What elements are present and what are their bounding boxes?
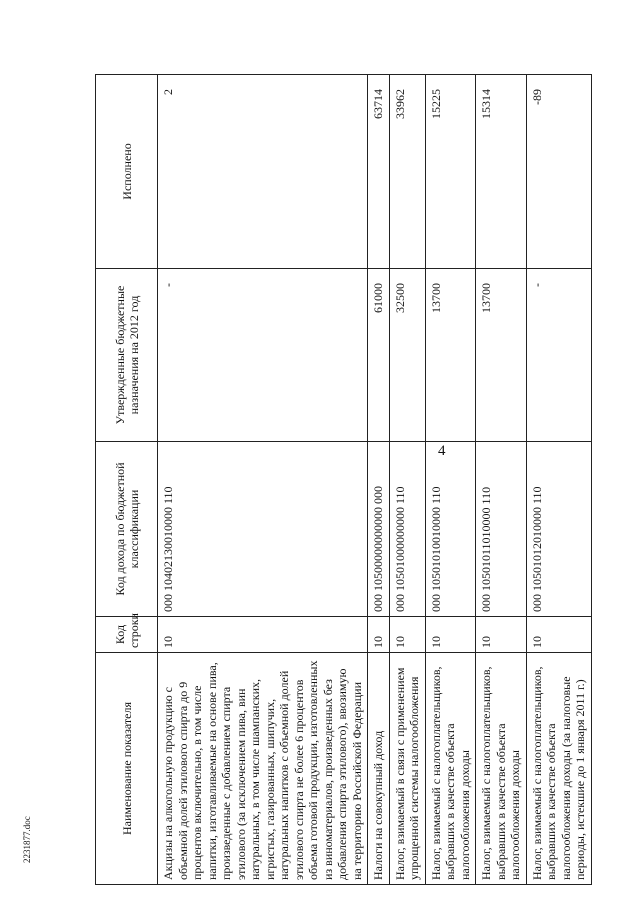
table-row (425, 75, 476, 885)
header-kbk: Код дохода по бюджетной классификации (96, 442, 158, 617)
header-plan: Утвержденные бюджетные назначения на 2012 год (96, 269, 158, 442)
cell-kbk: 000 10402130010000 110 (158, 442, 368, 617)
cell-kbk: 000 10500000000000 000 (368, 442, 390, 617)
cell-kbk: 000 10501011010000 110 (476, 442, 527, 617)
cell-done: 15225 (425, 75, 476, 269)
cell-done: 15314 (476, 75, 527, 269)
cell-done: 63714 (368, 75, 390, 269)
table-row (476, 75, 527, 885)
cell-code: 10 (389, 617, 425, 653)
table-row (389, 75, 425, 885)
cell-name: Налог, взимаемый в связи с применением упрощенной системы налогообложения (389, 653, 425, 885)
cell-kbk: 000 10501012010000 110 (526, 442, 591, 617)
cell-code: 10 (425, 617, 476, 653)
table-row (158, 75, 368, 885)
cell-done: 33962 (389, 75, 425, 269)
cell-kbk: 000 10501010010000 110 (425, 442, 476, 617)
cell-name: Налоги на совокупный доход (368, 653, 390, 885)
budget-table (95, 74, 592, 885)
table-row (526, 75, 591, 885)
footer-filename: 2231877.doc (22, 816, 32, 863)
cell-name: Налог, взимаемый с налогоплательщиков, выбравших в качестве объекта налогообложения доходы (за налоговые периоды, истекшие до 1 января 2011 г.) (526, 653, 591, 885)
table-row (368, 75, 390, 885)
cell-done: 2 (158, 75, 368, 269)
cell-code: 10 (476, 617, 527, 653)
cell-plan: - (158, 269, 368, 442)
cell-code: 10 (526, 617, 591, 653)
cell-plan: 61000 (368, 269, 390, 442)
table-header-row (96, 75, 158, 885)
cell-plan: - (526, 269, 591, 442)
cell-name: Налог, взимаемый с налогоплательщиков, выбравших в качестве объекта налогообложения доходы (476, 653, 527, 885)
cell-code: 10 (368, 617, 390, 653)
cell-name: Налог, взимаемый с налогоплательщиков, выбравших в качестве объекта налогообложения доходы (425, 653, 476, 885)
budget-table-container (95, 75, 587, 885)
cell-name: Акцизы на алкогольную продукцию с объемной долей этилового спирта до 9 процентов включительно, в том числе напитки, изготавливаемые на основе пива, произведенные с добавлением спирта этилового (за исключением пива, вин натуральных, в том числе шампанских, игристых, газированных, шипучих, натуральных напитков с объемной долей этилового спирта не более 6 процентов объема готовой продукции, изготовленных из виноматериалов, произведенных без добавления спирта этилового), ввозимую на территорию Российской Федерации (158, 653, 368, 885)
cell-code: 10 (158, 617, 368, 653)
header-name: Наименование показателя (96, 653, 158, 885)
cell-done: -89 (526, 75, 591, 269)
cell-plan: 13700 (425, 269, 476, 442)
cell-plan: 32500 (389, 269, 425, 442)
cell-plan: 13700 (476, 269, 527, 442)
page-number: 4 (438, 443, 446, 459)
cell-kbk: 000 10501000000000 110 (389, 442, 425, 617)
header-code: Код строки (96, 617, 158, 653)
header-done: Исполнено (96, 75, 158, 269)
